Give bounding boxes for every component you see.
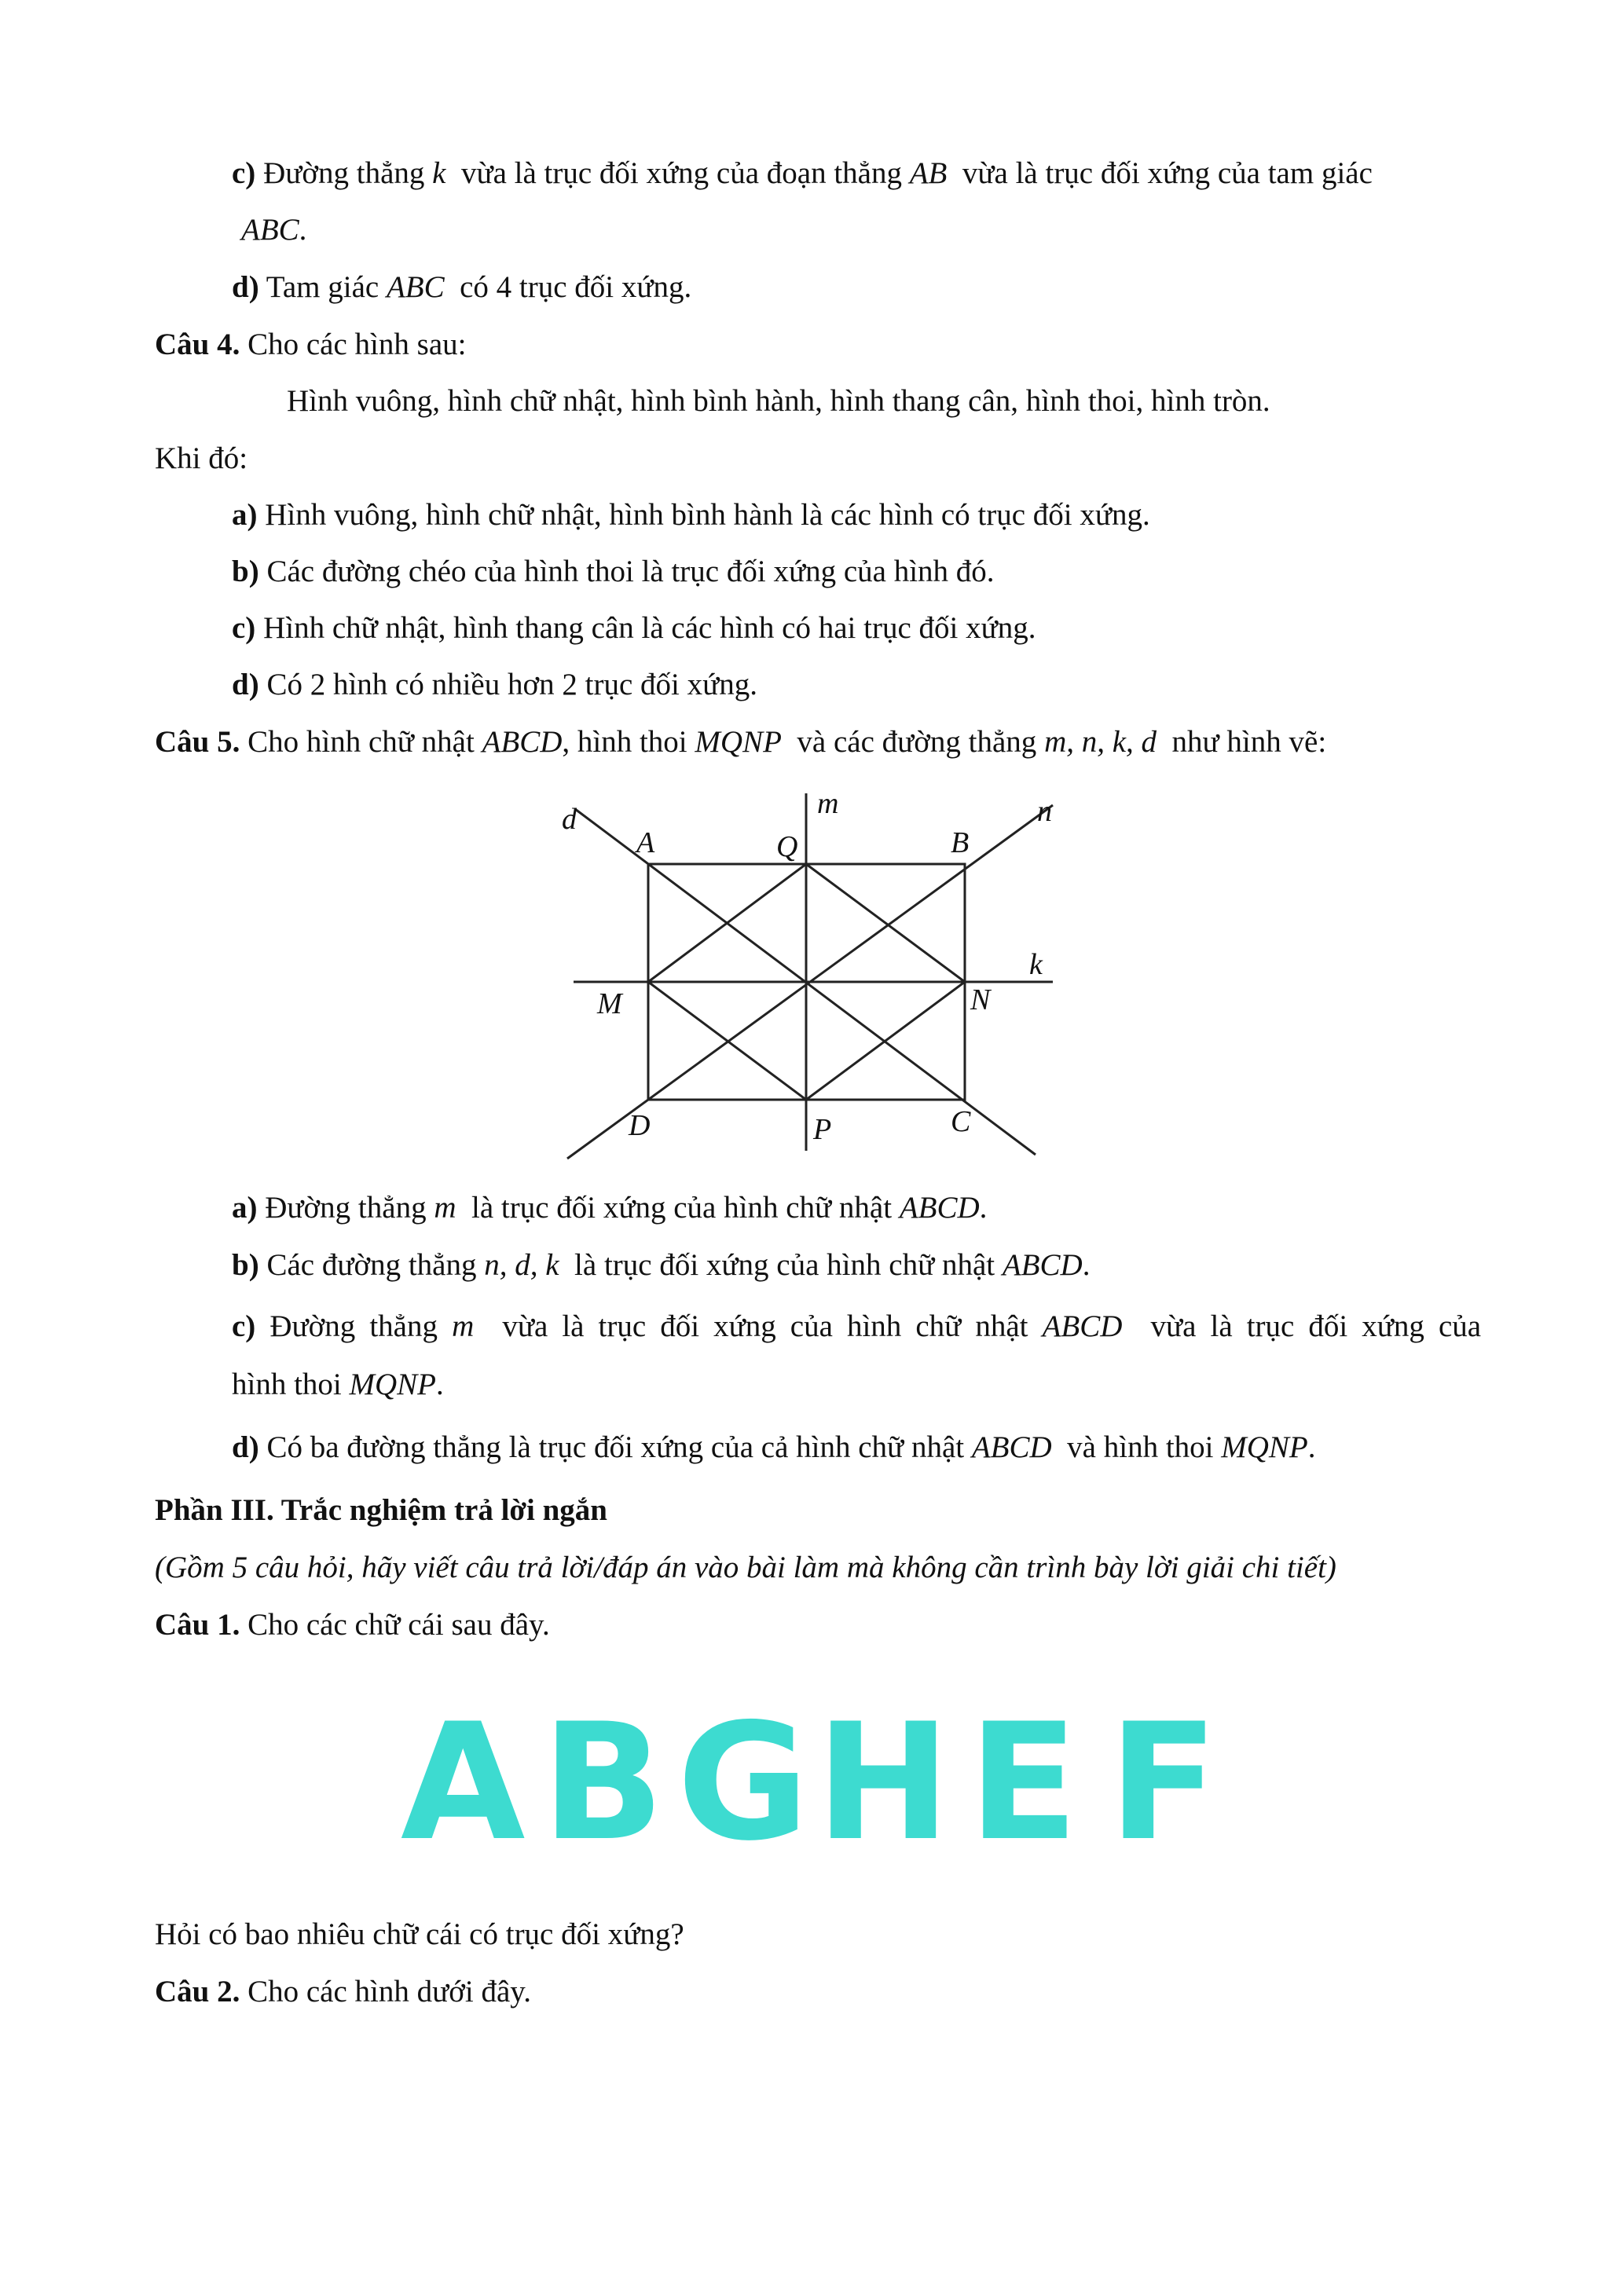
- letter-g: G: [676, 1690, 809, 1858]
- label-B: B: [951, 826, 970, 859]
- question-5-option-c-line1: c) Đường thẳng m vừa là trục đối xứng của hình chữ nhật ABCD vừa là trục đối xứng của: [232, 1309, 1482, 1343]
- label-C: C: [951, 1105, 971, 1138]
- question-4-title: Câu 4. Cho các hình sau:: [155, 328, 467, 361]
- label-D: D: [629, 1109, 651, 1142]
- option-c-line2: ABC.: [241, 213, 307, 247]
- question-4-option-c: c) Hình chữ nhật, hình thang cân là các hình có hai trục đối xứng.: [232, 611, 1036, 645]
- question-4-option-b: b) Các đường chéo của hình thoi là trục đối xứng của hình đó.: [232, 555, 995, 588]
- label-M: M: [597, 987, 622, 1020]
- option-label: c): [232, 156, 256, 190]
- section-3-question-1-ask: Hỏi có bao nhiêu chữ cái có trục đối xứng?: [155, 1917, 684, 1951]
- question-4-option-a: a) Hình vuông, hình chữ nhật, hình bình hành là các hình có trục đối xứng.: [232, 498, 1150, 532]
- question-4-shapes: Hình vuông, hình chữ nhật, hình bình hành, hình thang cân, hình thoi, hình tròn.: [287, 384, 1270, 418]
- label-Q: Q: [776, 830, 798, 863]
- section-3-question-1: Câu 1. Cho các chữ cái sau đây.: [155, 1608, 550, 1642]
- question-5-title: Câu 5. Cho hình chữ nhật ABCD, hình thoi MQNP và các đường thẳng m, n, k, d như hình vẽ:: [155, 725, 1327, 759]
- question-5-option-d: d) Có ba đường thẳng là trục đối xứng của cả hình chữ nhật ABCD và hình thoi MQNP.: [232, 1430, 1316, 1464]
- option-c-line1: c) Đường thẳng k vừa là trục đối xứng của đoạn thẳng AB vừa là trục đối xứng của tam giác: [232, 156, 1373, 190]
- label-d: d: [562, 803, 577, 836]
- letter-h: H: [816, 1690, 951, 1858]
- question-4-option-d: d) Có 2 hình có nhiều hơn 2 trục đối xứng.: [232, 668, 757, 701]
- geometry-figure: [550, 785, 1069, 1163]
- section-3-question-2: Câu 2. Cho các hình dưới đây.: [155, 1975, 532, 2009]
- question-5-option-a: a) Đường thẳng m là trục đối xứng của hình chữ nhật ABCD.: [232, 1191, 988, 1225]
- letter-b: B: [541, 1690, 665, 1858]
- label-A: A: [636, 826, 655, 859]
- section-3-note: (Gồm 5 câu hỏi, hãy viết câu trả lời/đáp án vào bài làm mà không cần trình bày lời giải chi tiết): [155, 1551, 1336, 1584]
- section-3-title: Phần III. Trắc nghiệm trả lời ngắn: [155, 1493, 607, 1527]
- option-label: d): [232, 270, 259, 304]
- label-k: k: [1029, 948, 1043, 981]
- label-P: P: [813, 1113, 832, 1146]
- letters-image: [393, 1689, 1234, 1858]
- letter-f: F: [1108, 1690, 1219, 1858]
- label-N: N: [970, 983, 991, 1016]
- label-m: m: [817, 787, 839, 820]
- question-4-khido: Khi đó:: [155, 441, 248, 475]
- letter-e: E: [968, 1690, 1079, 1858]
- option-d: d) Tam giác ABC có 4 trục đối xứng.: [232, 270, 692, 304]
- question-5-option-b: b) Các đường thẳng n, d, k là trục đối xứng của hình chữ nhật ABCD.: [232, 1248, 1091, 1282]
- letter-a: A: [400, 1690, 526, 1858]
- label-n: n: [1037, 795, 1052, 828]
- question-5-option-c-line2: hình thoi MQNP.: [232, 1368, 444, 1401]
